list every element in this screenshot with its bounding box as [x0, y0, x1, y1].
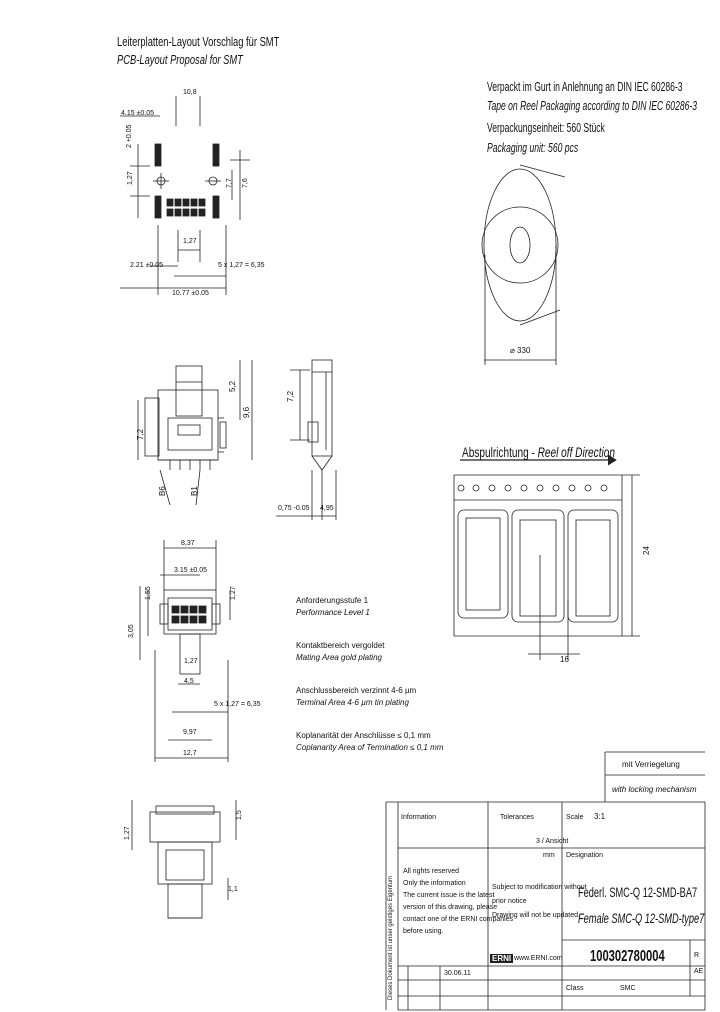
connector-side-view: [138, 360, 336, 520]
req-3-de: Anschlussbereich verzinnt 4-6 µm: [296, 686, 417, 695]
tb-tolerances-label: Tolerances: [500, 814, 534, 821]
req-2-de: Kontaktbereich vergoldet: [296, 641, 385, 650]
tb-subject-3: Drawing will not be updated.: [492, 912, 580, 919]
side-dim-5: 0,75 -0.05: [278, 505, 310, 512]
front-dim-8: 5 x 1,27 = 6,35: [214, 701, 261, 708]
layout-title-de: Leiterplatten-Layout Vorschlag für SMT: [117, 34, 280, 49]
tb-rights: All rights reserved: [403, 868, 460, 875]
pcb-dim-10: 10.77 ±0.05: [172, 290, 209, 297]
req-1-en: Performance Level 1: [296, 608, 370, 617]
packaging-text-1: Verpackt im Gurt in Anlehnung an DIN IEC 60286-3: [487, 79, 683, 94]
req-2-en: Mating Area gold plating: [296, 653, 382, 662]
tb-date: 30.06.11: [444, 970, 471, 977]
pcb-dim-5: 7,7: [226, 178, 233, 188]
tb-website[interactable]: www.ERNI.com: [514, 955, 563, 962]
erni-logo: ERNI: [492, 954, 512, 963]
bottom-dim-2: 1,5: [236, 810, 243, 820]
side-dim-1: 5,2: [228, 380, 237, 392]
side-dim-4: 7,2: [286, 390, 295, 402]
tb-scale-label: Scale: [566, 814, 584, 821]
side-dim-3: 7,2: [136, 428, 145, 440]
pcb-dim-8: 2.21 ±0.05: [130, 262, 164, 269]
tb-unit: mm: [543, 852, 555, 859]
pcb-dim-4: 1,27: [127, 171, 134, 185]
front-dim-6: 1,27: [184, 658, 198, 665]
tb-revision: AE: [694, 968, 704, 975]
tb-part-number: 100302780004: [590, 948, 665, 965]
pcb-dim-7: 1,27: [183, 238, 197, 245]
front-dim-3: 1,55: [145, 586, 152, 600]
front-dim-1: 8,37: [181, 540, 195, 547]
front-dim-4: 1,27: [230, 586, 237, 600]
tb-class-label: Class: [566, 985, 584, 992]
tb-rights-3: version of this drawing, please: [403, 904, 498, 911]
tb-part-name-en: Female SMC-Q 12-SMD-type7: [578, 910, 705, 926]
pcb-dim-6: 7,6: [242, 178, 249, 188]
req-1-de: Anforderungsstufe 1: [296, 596, 369, 605]
bottom-dim-3: 1,1: [228, 886, 238, 893]
pcb-dim-3: 2 +0.05: [126, 124, 133, 148]
layout-title-en: PCB-Layout Proposal for SMT: [117, 52, 243, 67]
reel-diameter: ⌀ 330: [510, 346, 531, 355]
tb-subject-2: prior notice: [492, 898, 527, 905]
tape-dim-width: 24: [642, 546, 651, 555]
packaging-text-2: Tape on Reel Packaging according to DIN IEC 60286-3: [487, 98, 698, 113]
front-dim-2: 3.15 ±0.05: [174, 567, 208, 574]
side-label-b1: B1: [190, 486, 199, 496]
side-dim-6: 4,95: [320, 505, 334, 512]
packaging-text-4: Packaging unit: 560 pcs: [487, 140, 579, 155]
reel-drawing: [482, 165, 565, 365]
tb-scale-value: 3:1: [594, 812, 606, 821]
tb-subject-1: Subject to modification without: [492, 884, 587, 891]
tb-rights-1: Only the information: [403, 880, 466, 887]
req-3-en: Terminal Area 4-6 µm tin plating: [296, 698, 409, 707]
tb-info-label: Information: [401, 814, 437, 821]
tb-with-lock-en: with locking mechanism: [612, 785, 697, 794]
side-dim-2: 9,6: [242, 406, 251, 418]
tb-part-name-de: Federl. SMC-Q 12-SMD-BA7: [578, 884, 698, 900]
req-4-en: Coplanarity Area of Termination ≤ 0,1 mm: [296, 743, 444, 752]
tb-with-lock-de: mit Verriegelung: [622, 760, 680, 769]
req-4-de: Koplanarität der Anschlüsse ≤ 0,1 mm: [296, 731, 431, 740]
pcb-dim-1: 10,8: [183, 89, 197, 96]
front-dim-9: 9,97: [183, 729, 197, 736]
pcb-dim-2: 4.15 ±0.05: [121, 110, 155, 117]
tb-projection: 3 / Ansicht: [536, 838, 569, 845]
tb-rights-4: contact one of the ERNI companies: [403, 916, 514, 923]
tb-class-value: SMC: [620, 985, 636, 992]
tape-dim-pitch: 16: [560, 655, 569, 664]
reel-direction-title: Abspulrichtung - Reel off Direction: [462, 444, 615, 460]
tb-side-notice: Dieses Dokument ist unser geistiges Eigentum: [388, 875, 394, 1000]
tb-rights-2: The current issue is the latest: [403, 892, 495, 899]
tape-drawing: [454, 455, 640, 660]
pcb-dim-9: 5 x 1,27 = 6,35: [218, 262, 265, 269]
front-dim-7: 4,5: [184, 678, 194, 685]
front-dim-5: 3,05: [128, 624, 135, 638]
tb-revision-label: R: [694, 952, 700, 959]
side-label-b6: B6: [158, 486, 167, 496]
tb-designation-label: Designation: [566, 852, 603, 859]
tb-rights-5: before using.: [403, 928, 444, 935]
front-dim-10: 12,7: [183, 750, 197, 757]
bottom-dim-1: 1,27: [124, 826, 131, 840]
packaging-text-3: Verpackungseinheit: 560 Stück: [487, 120, 605, 135]
connector-bottom-view: [132, 800, 236, 918]
